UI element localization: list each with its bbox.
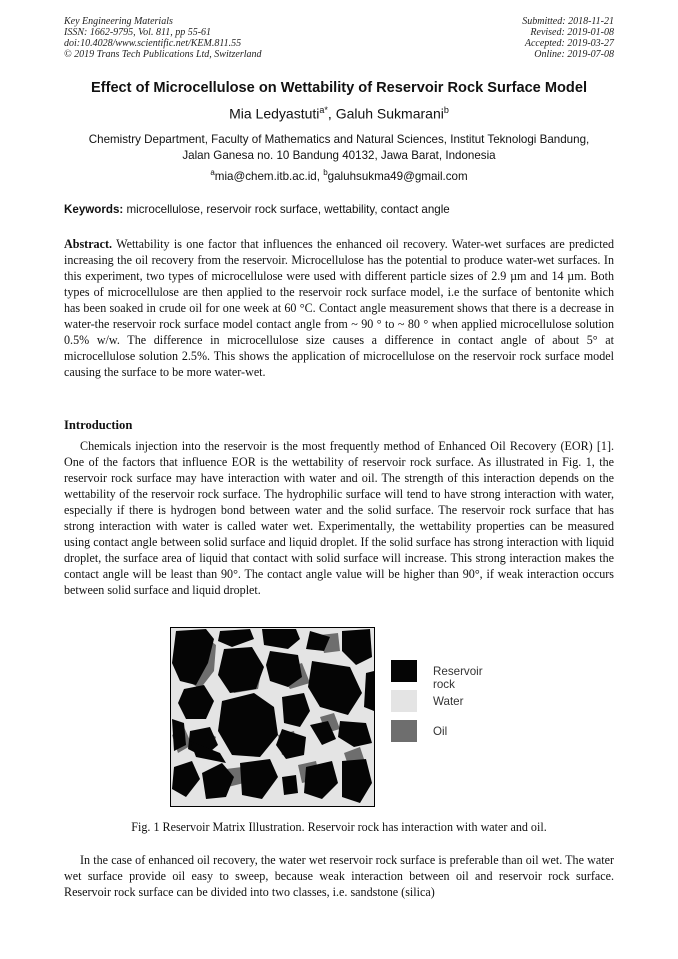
- copyright: © 2019 Trans Tech Publications Ltd, Switzerland: [64, 49, 262, 60]
- author-emails: [60, 168, 618, 183]
- abstract-label: Abstract.: [64, 237, 113, 251]
- legend-swatch-rock: [391, 660, 417, 682]
- email-b[interactable]: galuhsukma49@gmail.com: [327, 169, 468, 183]
- reservoir-matrix-illustration: [170, 627, 375, 807]
- author-1-sup: a*: [319, 105, 328, 115]
- introduction-paragraph-2: In the case of enhanced oil recovery, the water wet reservoir rock surface is preferable than oil wet. The water wet surface provide oil easy to sweep, because weak interaction between oil and reservoir rock surface. Reservoir rock surface can be divided into two classes, i.e. sandstone (silica): [64, 853, 614, 899]
- abstract-text: Wettability is one factor that influences the enhanced oil recovery. Water-wet surfaces are predicted increasing the oil recovery from the reservoir. Microcellulose has the potential to produce water-wet surfaces. In this experiment, two types of microcellulose were used with different particle sizes of 2.9 µm and 14 µm. Both types of microcellulose are then applied to the reservoir rock surface model, i.e the surface of bentonite which has been soaked in crude oil for one week at 60 °C. Contact angle measurement shows that there is a decrease in water-the reservoir rock surface model contact angle from ~ 90 ° to ~ 80 ° when applied microcellulose solution 0.5% w/w. The difference in microcellulose size causes a difference in contact angle of about 5° at microcellulose solution 2.5%. This shows the application of microcellulose on the reservoir rock surface model causing the surface to be more water-wet.: [64, 237, 614, 379]
- keywords-label: Keywords:: [64, 203, 124, 216]
- keywords: [64, 203, 614, 216]
- reservoir-matrix-figure: [170, 627, 375, 807]
- email-b-sup: b: [323, 168, 328, 177]
- email-a-sup: a: [210, 168, 215, 177]
- paper-title: Effect of Microcellulose on Wettability of Reservoir Rock Surface Model: [90, 80, 588, 96]
- doi: doi:10.4028/www.scientific.net/KEM.811.55: [64, 38, 242, 49]
- submitted-date: Submitted: 2018-11-21: [522, 16, 614, 27]
- legend-label-rock: Reservoir rock: [433, 665, 483, 691]
- authors: [40, 105, 638, 122]
- accepted-date: Accepted: 2019-03-27: [524, 38, 614, 49]
- journal-info: [64, 16, 262, 60]
- keywords-text: microcellulose, reservoir rock surface, wettability, contact angle: [123, 203, 450, 216]
- legend-swatch-water: [391, 690, 417, 712]
- online-date: Online: 2019-07-08: [534, 49, 614, 60]
- legend-label-oil: Oil: [433, 725, 448, 738]
- email-a[interactable]: mia@chem.itb.ac.id,: [214, 169, 324, 183]
- introduction-paragraph-1: Chemicals injection into the reservoir is the most frequently method of Enhanced Oil Recovery (EOR) [1]. One of the factors that influence EOR is the wettability of reservoir rock surface. As illustrated in Fig. 1, the reservoir rock surface may have interaction with water and oil. The strength of this interaction depends on the wettability of the reservoir rock surface. The hydrophilic surface will tend to have strong interaction with water, especially if there is hydrogen bond between water and the solid surface. The reservoir rock surface that has strong interaction with water is called water wet. Experimentally, the wettability properties can be measured using contact angle between solid surface and liquid droplet. If the solid surface has strong interaction with liquid droplet, the surface area of liquid that contact with solid surface will increase. This strong interaction makes the contact angle will be least than 90°. The contact angle value will be higher than 90°, if weak interaction occurs between solid surface and liquid droplet.: [64, 439, 614, 597]
- figure-caption: Fig. 1 Reservoir Matrix Illustration. Reservoir rock has interaction with water and oil.: [131, 820, 547, 834]
- author-1: Mia Ledyastuti: [229, 105, 320, 122]
- abstract: [64, 236, 614, 380]
- author-2: Galuh Sukmarani: [335, 105, 444, 122]
- journal-name: Key Engineering Materials: [64, 16, 173, 27]
- legend-label-water: Water: [433, 695, 464, 708]
- affiliation-line-2: Jalan Ganesa no. 10 Bandung 40132, Jawa Barat, Indonesia: [182, 149, 496, 162]
- revised-date: Revised: 2019-01-08: [530, 27, 614, 38]
- issn: ISSN: 1662-9795, Vol. 811, pp 55-61: [64, 27, 212, 38]
- author-sep: ,: [327, 105, 336, 122]
- affiliation-line-1: Chemistry Department, Faculty of Mathematics and Natural Sciences, Institut Teknologi Bandung,: [88, 133, 590, 146]
- section-heading-introduction: Introduction: [64, 418, 133, 432]
- legend-swatch-oil: [391, 720, 417, 742]
- rock-grain: [282, 775, 298, 795]
- author-2-sup: b: [443, 105, 449, 115]
- dates-info: [522, 16, 614, 60]
- affiliation: [60, 132, 618, 164]
